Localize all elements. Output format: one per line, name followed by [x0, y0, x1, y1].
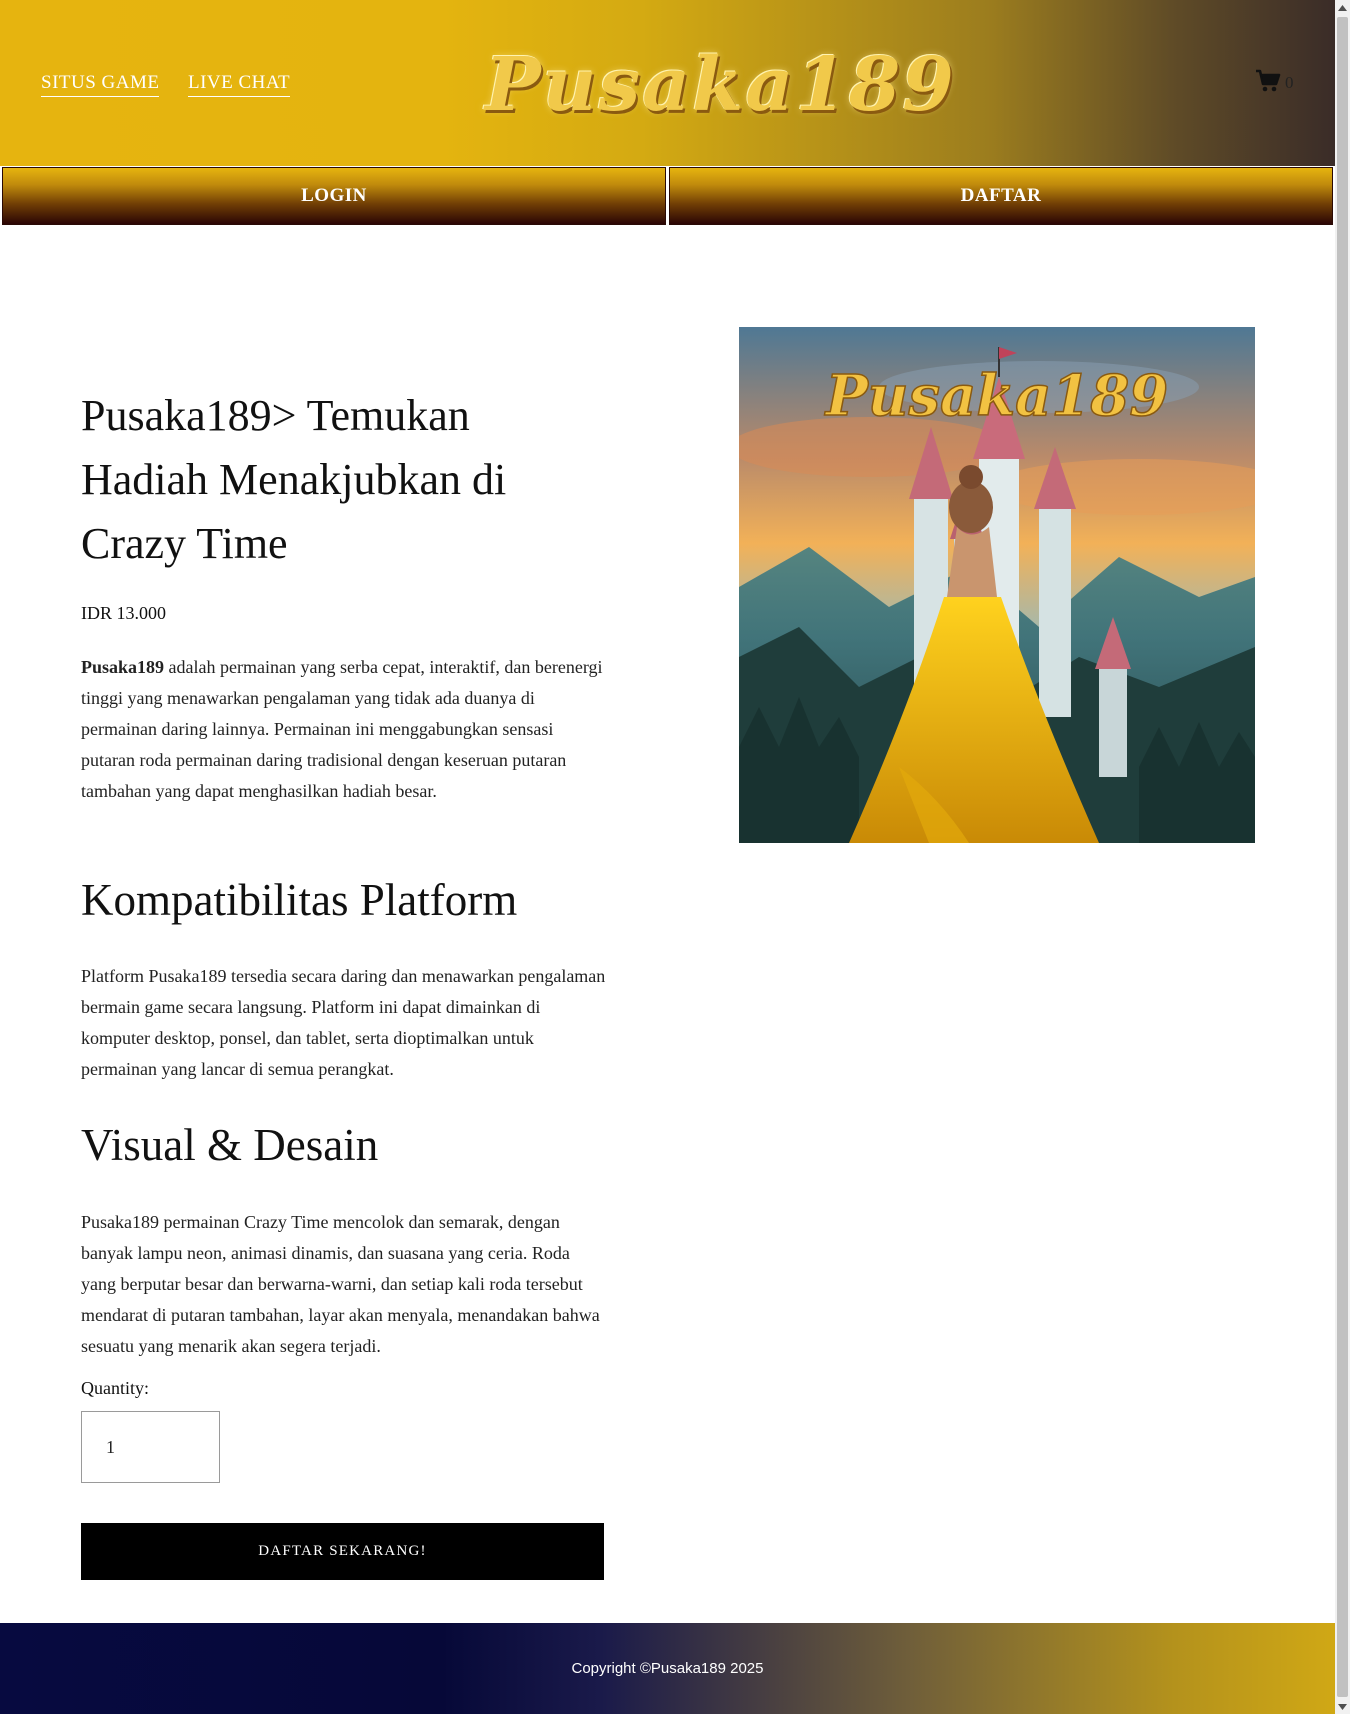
- cart-icon: [1255, 69, 1281, 98]
- section-text-platform: Platform Pusaka189 tersedia secara daring dan menawarkan pengalaman bermain game secara langsung. Platform ini dapat dimainkan di komputer desktop, ponsel, dan tablet, serta dioptimalkan untuk permainan yang lancar di semua perangkat.: [81, 966, 606, 1079]
- cart-button[interactable]: [1255, 70, 1294, 96]
- image-logo-text: Pusaka189: [825, 363, 1169, 429]
- site-header: [0, 0, 1335, 166]
- product-price: IDR 13.000: [81, 603, 166, 623]
- daftar-sekarang-button[interactable]: DAFTAR SEKARANG!: [81, 1523, 604, 1580]
- intro-brand: Pusaka189: [81, 657, 165, 677]
- scroll-up-icon[interactable]: [1335, 0, 1350, 15]
- daftar-button[interactable]: DAFTAR: [669, 167, 1333, 225]
- product-image: [739, 327, 1255, 843]
- login-button[interactable]: LOGIN: [2, 167, 666, 225]
- quantity-input[interactable]: [81, 1411, 220, 1483]
- logo-text: Pusaka189: [485, 42, 956, 128]
- intro-text: adalah permainan yang serba cepat, interaktif, dan berenergi tinggi yang menawarkan pengalaman yang tidak ada duanya di permainan daring lainnya. Permainan ini menggabungkan sensasi putaran roda permainan daring tradisional dengan keseruan putaran tambahan yang dapat menghasilkan hadiah besar.: [81, 657, 603, 801]
- site-logo[interactable]: [485, 30, 956, 140]
- product-intro: [81, 652, 606, 807]
- auth-bar: [0, 167, 1335, 225]
- scroll-thumb[interactable]: [1337, 17, 1348, 1697]
- nav-link-live-chat[interactable]: LIVE CHAT: [188, 72, 290, 97]
- page-scrollbar[interactable]: [1335, 0, 1350, 1714]
- section-text-visual: Pusaka189 permainan Crazy Time mencolok dan semarak, dengan banyak lampu neon, animasi dinamis, dan suasana yang ceria. Roda yang berputar besar dan berwarna-warni, dan setiap kali roda tersebut mendarat di putaran tambahan, layar akan menyala, menandakan bahwa sesuatu yang menarik akan segera terjadi.: [81, 1212, 600, 1356]
- scroll-down-icon[interactable]: [1335, 1699, 1350, 1714]
- section-title-platform: Kompatibilitas Platform: [81, 875, 518, 925]
- product-title: Pusaka189> Temukan Hadiah Menakjubkan di Crazy Time: [81, 391, 507, 568]
- nav-link-situs-game[interactable]: SITUS GAME: [41, 72, 159, 97]
- cart-count: 0: [1285, 73, 1294, 92]
- site-footer: [0, 1623, 1335, 1714]
- footer-copyright: Copyright ©Pusaka189 2025: [571, 1660, 764, 1677]
- quantity-label: Quantity:: [81, 1378, 149, 1398]
- section-title-visual: Visual & Desain: [81, 1120, 379, 1170]
